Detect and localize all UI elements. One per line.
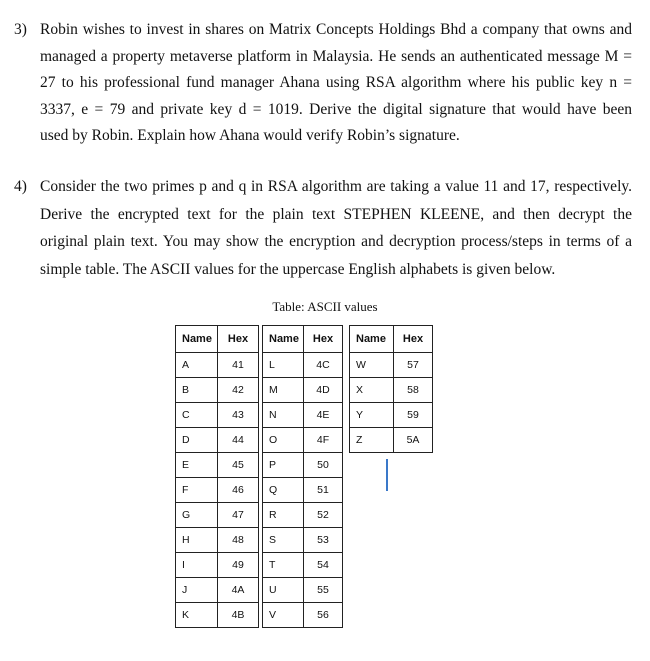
- question-3-line: 27 to his professional fund manager Ahana using RSA algorithm where his public key n =: [40, 74, 632, 91]
- ascii-table-2: [262, 325, 343, 628]
- hex-cell: 58: [394, 378, 433, 403]
- letter-cell: M: [263, 378, 304, 403]
- letter-cell: L: [263, 353, 304, 378]
- table-row: [176, 503, 259, 528]
- text-cursor: [386, 459, 388, 491]
- table-row: [176, 553, 259, 578]
- hex-cell: 59: [394, 403, 433, 428]
- hex-cell: 44: [218, 428, 259, 453]
- table-row: [263, 553, 343, 578]
- hex-cell: 50: [304, 453, 343, 478]
- table-row: [176, 403, 259, 428]
- hex-cell: 49: [218, 553, 259, 578]
- table-header-row: [350, 326, 433, 353]
- question-3-line: Robin wishes to invest in shares on Matrix Concepts Holdings Bhd a company that owns and: [40, 21, 632, 38]
- table-row: [350, 403, 433, 428]
- table-row: [350, 428, 433, 453]
- letter-cell: Q: [263, 478, 304, 503]
- table-row: [176, 478, 259, 503]
- hex-cell: 57: [394, 353, 433, 378]
- table-row: [263, 353, 343, 378]
- hex-column-header: Hex: [218, 326, 259, 353]
- hex-cell: 42: [218, 378, 259, 403]
- table-row: [176, 528, 259, 553]
- question-4-line: Consider the two primes p and q in RSA algorithm are taking a value 11 and 17, respectively.: [40, 178, 632, 195]
- letter-cell: P: [263, 453, 304, 478]
- hex-cell: 56: [304, 603, 343, 628]
- table-row: [263, 578, 343, 603]
- letter-cell: C: [176, 403, 218, 428]
- hex-cell: 48: [218, 528, 259, 553]
- hex-cell: 5A: [394, 428, 433, 453]
- question-3-line: managed a property metaverse platform in Malaysia. He sends an authenticated message M =: [40, 47, 632, 65]
- table-header-row: [176, 326, 259, 353]
- table-row: [176, 578, 259, 603]
- name-column-header: Name: [350, 326, 394, 353]
- table-row: [350, 378, 433, 403]
- table-row: [263, 503, 343, 528]
- table-header-row: [263, 326, 343, 353]
- letter-cell: J: [176, 578, 218, 603]
- hex-cell: 46: [218, 478, 259, 503]
- letter-cell: K: [176, 603, 218, 628]
- table-row: [263, 428, 343, 453]
- table-row: [263, 478, 343, 503]
- hex-cell: 53: [304, 528, 343, 553]
- table-row: [176, 603, 259, 628]
- letter-cell: A: [176, 353, 218, 378]
- letter-cell: T: [263, 553, 304, 578]
- hex-cell: 4D: [304, 378, 343, 403]
- ascii-table-1: [175, 325, 259, 628]
- table-row: [263, 403, 343, 428]
- letter-cell: W: [350, 353, 394, 378]
- letter-cell: D: [176, 428, 218, 453]
- table-row: [263, 603, 343, 628]
- hex-cell: 4C: [304, 353, 343, 378]
- letter-cell: F: [176, 478, 218, 503]
- hex-column-header: Hex: [394, 326, 433, 353]
- table-row: [176, 378, 259, 403]
- table-row: [176, 428, 259, 453]
- table-row: [176, 453, 259, 478]
- hex-cell: 51: [304, 478, 343, 503]
- letter-cell: X: [350, 378, 394, 403]
- letter-cell: R: [263, 503, 304, 528]
- name-column-header: Name: [176, 326, 218, 353]
- ascii-table-3: [349, 325, 433, 453]
- hex-column-header: Hex: [304, 326, 343, 353]
- hex-cell: 43: [218, 403, 259, 428]
- letter-cell: Y: [350, 403, 394, 428]
- question-4-line: simple table. The ASCII values for the uppercase English alphabets is given below.: [40, 260, 556, 278]
- table-caption: Table: ASCII values: [272, 299, 378, 314]
- letter-cell: S: [263, 528, 304, 553]
- hex-cell: 4A: [218, 578, 259, 603]
- letter-cell: G: [176, 503, 218, 528]
- hex-cell: 41: [218, 353, 259, 378]
- hex-cell: 54: [304, 553, 343, 578]
- letter-cell: B: [176, 378, 218, 403]
- hex-cell: 4B: [218, 603, 259, 628]
- letter-cell: I: [176, 553, 218, 578]
- letter-cell: H: [176, 528, 218, 553]
- table-row: [350, 353, 433, 378]
- hex-cell: 55: [304, 578, 343, 603]
- question-4-line: original plain text. You may show the encryption and decryption process/steps in terms of a: [40, 233, 632, 250]
- name-column-header: Name: [263, 326, 304, 353]
- question-3-line: 3337, e = 79 and private key d = 1019. Derive the digital signature that would have been: [40, 100, 632, 118]
- letter-cell: O: [263, 428, 304, 453]
- letter-cell: N: [263, 403, 304, 428]
- table-row: [263, 378, 343, 403]
- question-4-line: Derive the encrypted text for the plain text STEPHEN KLEENE, and then decrypt the: [40, 205, 632, 223]
- table-row: [263, 528, 343, 553]
- question-3-line: used by Robin. Explain how Ahana would verify Robin’s signature.: [40, 127, 460, 144]
- letter-cell: V: [263, 603, 304, 628]
- hex-cell: 52: [304, 503, 343, 528]
- table-row: [263, 453, 343, 478]
- hex-cell: 4F: [304, 428, 343, 453]
- letter-cell: E: [176, 453, 218, 478]
- hex-cell: 47: [218, 503, 259, 528]
- hex-cell: 45: [218, 453, 259, 478]
- question-3-number: 3): [14, 21, 27, 38]
- hex-cell: 4E: [304, 403, 343, 428]
- letter-cell: U: [263, 578, 304, 603]
- letter-cell: Z: [350, 428, 394, 453]
- question-4-number: 4): [14, 178, 27, 195]
- table-row: [176, 353, 259, 378]
